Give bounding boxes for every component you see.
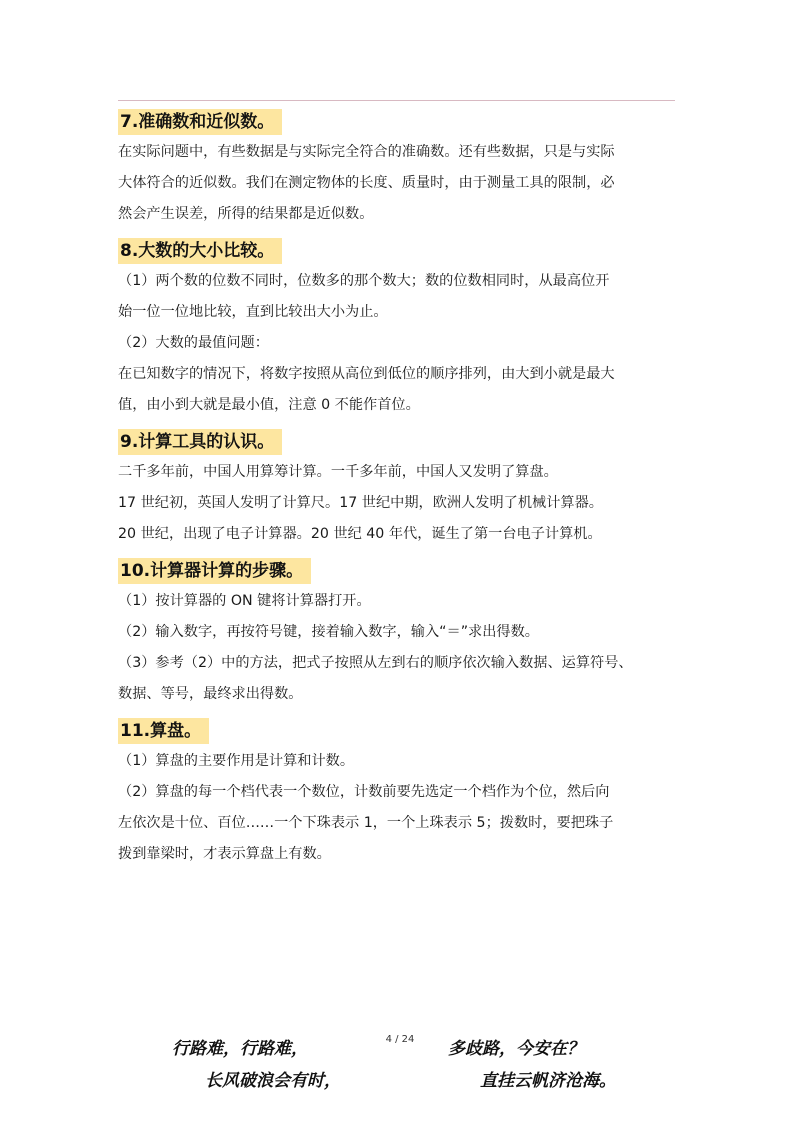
paragraph-line: 拨到靠梁时，才表示算盘上有数。 (118, 846, 331, 862)
section-9 (118, 425, 678, 550)
paragraph-line: （1）两个数的位数不同时，位数多的那个数大；数的位数相同时，从最高位开 (118, 273, 610, 289)
paragraph-line: 值，由小到大就是最小值，注意 0 不能作首位。 (118, 397, 420, 413)
section-heading: 8.大数的大小比较。 (118, 238, 282, 264)
paragraph-line: 在已知数字的情况下，将数字按照从高位到低位的顺序排列，由大到小就是最大 (118, 366, 615, 382)
section-7 (118, 105, 678, 230)
paragraph-line: 在实际问题中，有些数据是与实际完全符合的准确数。还有些数据，只是与实际 (118, 144, 615, 160)
paragraph-line: （2）算盘的每一个档代表一个数位，计数前要先选定一个档作为个位，然后向 (118, 784, 610, 800)
section-heading: 10.计算器计算的步骤。 (118, 558, 311, 584)
paragraph-line: 大体符合的近似数。我们在测定物体的长度、质量时，由于测量工具的限制，必 (118, 175, 615, 191)
paragraph-line: （1）按计算器的 ON 键将计算器打开。 (118, 593, 371, 609)
paragraph-line: （2）输入数字，再按符号键，接着输入数字，输入“＝”求出得数。 (118, 624, 539, 640)
page-number: 4 / 24 (385, 1034, 415, 1045)
paragraph-line: 数据、等号，最终求出得数。 (118, 686, 303, 702)
poem-line-2-right: 直挂云帆济沧海。 (480, 1071, 616, 1091)
paragraph-line: 然会产生误差，所得的结果都是近似数。 (118, 206, 374, 222)
section-10 (118, 554, 678, 710)
paragraph-line: （1）算盘的主要作用是计算和计数。 (118, 753, 355, 769)
header-divider (118, 100, 675, 101)
poem-line-1-right: 多歧路，今安在？ (448, 1039, 584, 1059)
section-11 (118, 714, 678, 870)
paragraph-line: （2）大数的最值问题： (118, 335, 269, 351)
paragraph-line: 20 世纪，出现了电子计算器。20 世纪 40 年代，诞生了第一台电子计算机。 (118, 526, 602, 542)
section-8 (118, 234, 678, 421)
page-footer (0, 1028, 794, 1108)
paragraph-line: 始一位一位地比较，直到比较出大小为止。 (118, 304, 388, 320)
section-heading: 9.计算工具的认识。 (118, 429, 282, 455)
section-heading: 11.算盘。 (118, 718, 209, 744)
poem-line-2-left: 长风破浪会有时， (205, 1071, 341, 1091)
paragraph-line: 二千多年前，中国人用算筹计算。一千多年前，中国人又发明了算盘。 (118, 464, 558, 480)
paragraph-line: （3）参考（2）中的方法，把式子按照从左到右的顺序依次输入数据、运算符号、 (118, 655, 633, 671)
paragraph-line: 左依次是十位、百位……一个下珠表示 1，一个上珠表示 5；拨数时，要把珠子 (118, 815, 614, 831)
paragraph-line: 17 世纪初，英国人发明了计算尺。17 世纪中期，欧洲人发明了机械计算器。 (118, 495, 603, 511)
section-heading: 7.准确数和近似数。 (118, 109, 282, 135)
document-body (118, 105, 678, 870)
poem-line-1-left: 行路难，行路难， (172, 1039, 308, 1059)
